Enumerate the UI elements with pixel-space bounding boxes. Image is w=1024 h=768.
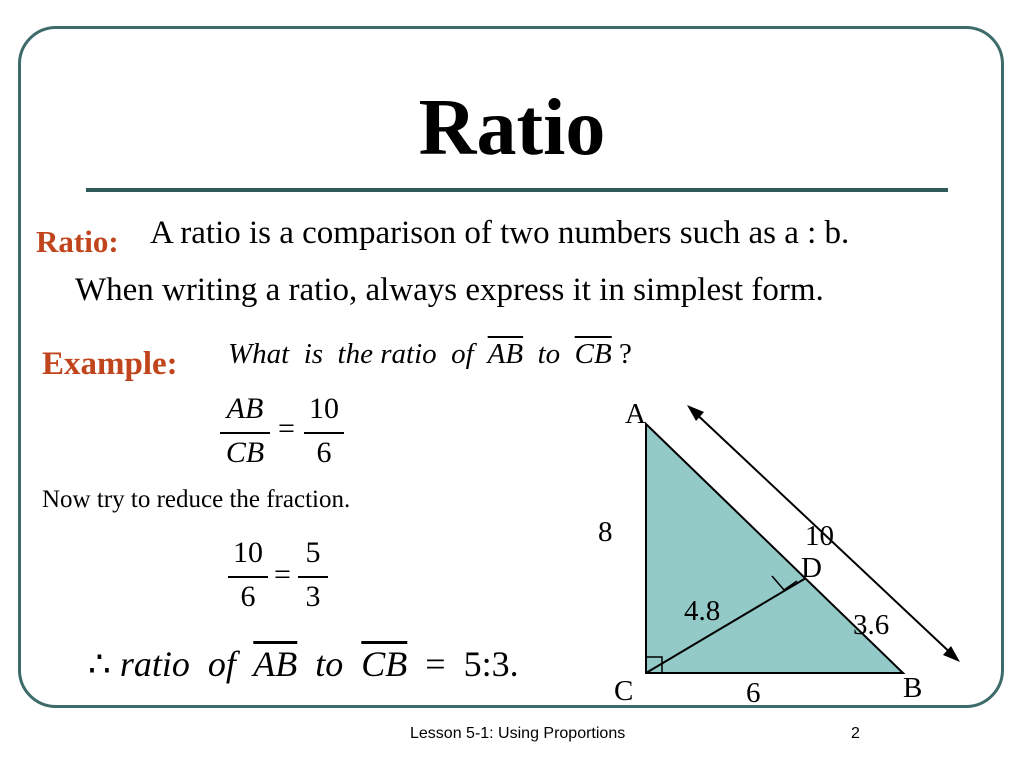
equals-sign-2: = [274, 558, 291, 591]
measure-ac: 8 [598, 516, 613, 548]
conclusion-segment-ab: $\overline{AB}$ [253, 644, 298, 684]
question-prefix: What is the ratio of [228, 338, 488, 370]
fraction-denominator: 3 [298, 576, 328, 614]
reduce-instruction: Now try to reduce the fraction. [42, 486, 351, 513]
example-label: Example: [42, 346, 178, 382]
fraction-denominator: CB [220, 432, 270, 470]
question-mid: to [523, 338, 575, 370]
fraction-numerator: 10 [309, 392, 339, 425]
vertex-label-a: A [625, 398, 646, 430]
conclusion-segment-cb: $\overline{CB}$ [361, 644, 408, 684]
fraction-numerator: 10 [233, 536, 263, 569]
conclusion-result: = 5:3. [407, 644, 519, 684]
definition-line-1: A ratio is a comparison of two numbers such as a : b. [150, 215, 850, 251]
measure-cd: 4.8 [684, 595, 721, 627]
vertex-label-c: C [614, 675, 634, 707]
fraction-denominator: 6 [228, 576, 268, 614]
fraction-numerator: AB [226, 392, 264, 425]
conclusion-text-1: ratio of [110, 644, 254, 684]
fraction-denominator: 6 [304, 432, 344, 470]
vertex-label-d: D [801, 552, 822, 584]
measure-cb: 6 [746, 677, 761, 709]
definition-label: Ratio: [36, 224, 119, 259]
equals-sign: = [278, 412, 295, 445]
definition-line-2: When writing a ratio, always express it in simplest form. [75, 272, 824, 308]
segment-ab: $\overline{AB}$ [487, 338, 524, 370]
page-number: 2 [851, 725, 860, 742]
slide-footer: Lesson 5-1: Using Proportions [410, 725, 626, 742]
conclusion-text-2: to [297, 644, 362, 684]
question-suffix: ? [611, 338, 632, 370]
slide-title: Ratio [418, 84, 606, 172]
measure-ab: 10 [805, 520, 834, 552]
therefore-symbol: ∴ [88, 644, 111, 684]
vertex-label-b: B [903, 672, 923, 704]
segment-cb: $\overline{CB}$ [574, 338, 612, 370]
fraction-numerator: 5 [305, 536, 321, 569]
measure-db: 3.6 [853, 609, 890, 641]
